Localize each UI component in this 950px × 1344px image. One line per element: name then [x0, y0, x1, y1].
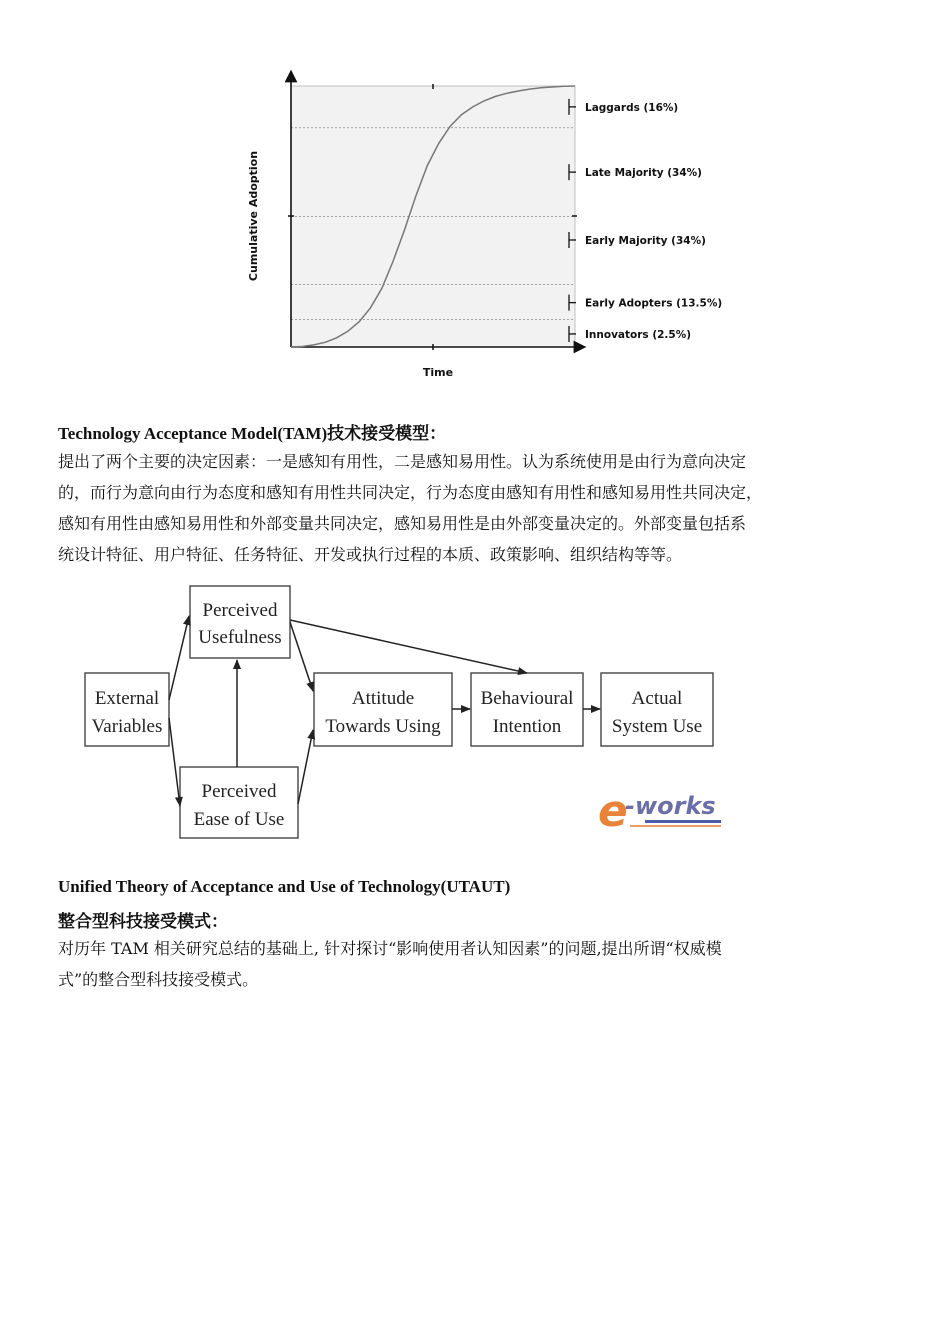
svg-text:Actual: Actual	[631, 688, 683, 709]
svg-text:External: External	[94, 688, 160, 709]
actual-system-use-box	[601, 673, 713, 746]
utaut-paragraph	[58, 933, 898, 995]
svg-text:System Use: System Use	[611, 716, 703, 737]
utaut-line-1: 对历年 TAM 相关研究总结的基础上, 针对探讨“影响使用者认知因素”的问题,提出所谓“权威模	[58, 939, 722, 958]
svg-text:Towards Using: Towards Using	[325, 716, 441, 737]
segment-label-0: Laggards (16%)	[585, 101, 679, 114]
tam-line-1: 提出了两个主要的决定因素：一是感知有用性，二是感知易用性。认为系统使用是由行为意向决定	[58, 452, 747, 471]
attitude-towards-using-box	[314, 673, 452, 746]
svg-text:-works: -works	[625, 792, 716, 820]
y-axis-label: Cumulative Adoption	[247, 150, 260, 282]
x-axis-label: Time	[422, 366, 454, 379]
arrow-ease-to-attitude	[298, 730, 313, 804]
utaut-heading: Unified Theory of Acceptance and Use of Technology(UTAUT)	[58, 877, 511, 896]
tam-paragraph	[58, 446, 898, 570]
tam-line-2: 的，而行为意向由行为态度和感知有用性共同决定，行为态度由感知有用性和感知易用性共同决定，	[58, 483, 763, 502]
svg-text:Behavioural: Behavioural	[480, 688, 574, 709]
arrow-external-to-usefulness	[169, 616, 189, 700]
tam-heading: Technology Acceptance Model(TAM)技术接受模型：	[58, 424, 447, 443]
utaut-subheading: 整合型科技接受模式：	[58, 912, 228, 931]
arrow-usefulness-to-intention	[290, 620, 527, 673]
svg-text:Intention: Intention	[492, 716, 562, 737]
tam-line-4: 统设计特征、用户特征、任务特征、开发或执行过程的本质、政策影响、组织结构等等。	[58, 545, 683, 564]
tam-diagram	[70, 578, 750, 848]
svg-text:Perceived: Perceived	[202, 600, 278, 621]
behavioural-intention-box	[471, 673, 583, 746]
utaut-line-2: 式”的整合型科技接受模式。	[58, 970, 259, 989]
segment-label-3: Early Adopters (13.5%)	[585, 297, 723, 310]
svg-text:Perceived: Perceived	[201, 781, 277, 802]
svg-text:Attitude: Attitude	[351, 688, 415, 709]
svg-text:e: e	[598, 786, 628, 837]
segment-label-1: Late Majority (34%)	[585, 167, 702, 180]
segment-label-2: Early Majority (34%)	[585, 234, 706, 247]
external-variables-box	[85, 673, 169, 746]
eworks-logo	[598, 786, 721, 837]
adoption-curve-chart	[240, 66, 760, 386]
segment-label-4: Innovators (2.5%)	[585, 328, 692, 341]
svg-text:Ease of Use: Ease of Use	[193, 809, 285, 830]
tam-line-3: 感知有用性由感知易用性和外部变量共同决定，感知易用性是由外部变量决定的。外部变量包括系	[58, 514, 747, 533]
perceived-usefulness-box	[190, 586, 290, 658]
arrow-usefulness-to-attitude	[290, 622, 313, 691]
arrow-external-to-ease	[169, 718, 180, 806]
svg-text:Usefulness: Usefulness	[198, 627, 282, 648]
perceived-ease-of-use-box	[180, 767, 298, 838]
svg-text:Variables: Variables	[91, 716, 163, 737]
